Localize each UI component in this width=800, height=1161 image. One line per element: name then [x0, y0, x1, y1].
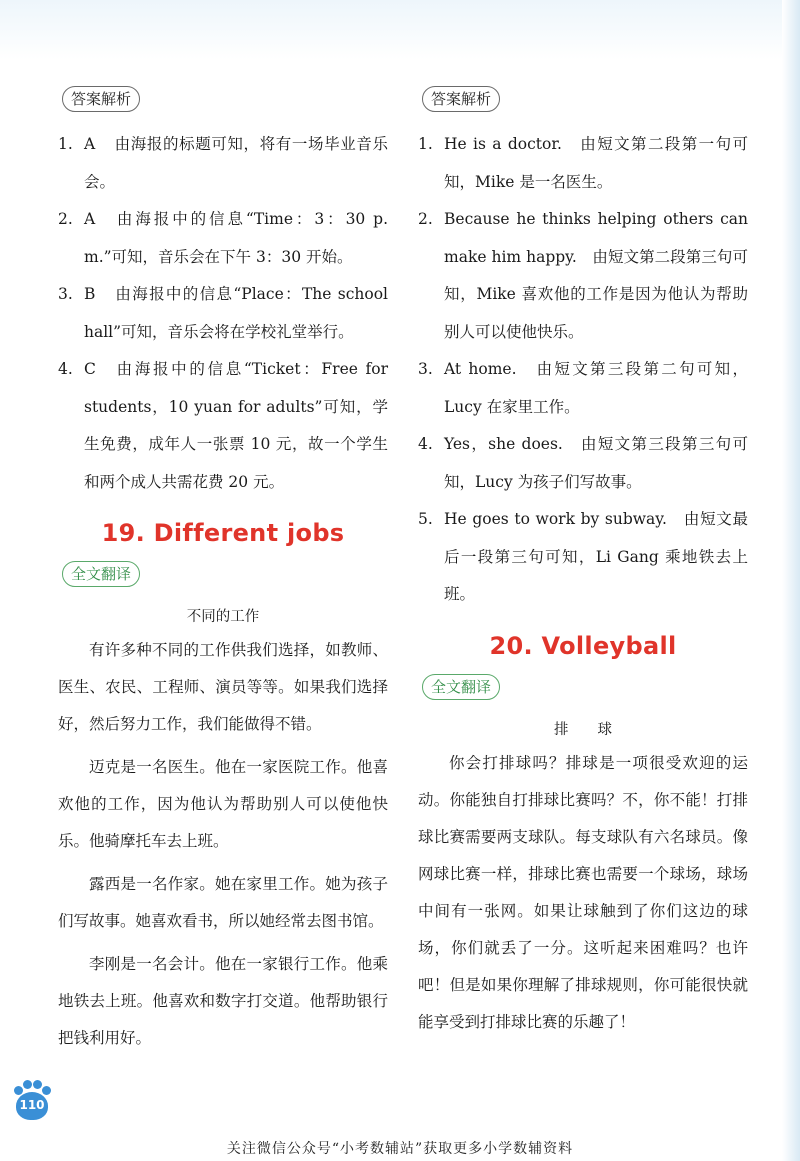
answer-letter: A	[84, 210, 96, 228]
answer-number: 5.	[418, 510, 433, 528]
answer-number: 3.	[58, 285, 73, 303]
section-title: 19. Different jobs	[101, 519, 345, 547]
paw-toe-icon	[23, 1080, 32, 1089]
paw-toe-icon	[33, 1080, 42, 1089]
answer-item	[418, 426, 748, 501]
answer-list	[418, 126, 748, 614]
answer-number: 1.	[58, 135, 73, 153]
answer-item	[418, 501, 748, 614]
answer-number: 4.	[418, 435, 433, 453]
answer-list	[58, 126, 388, 501]
answer-item	[58, 126, 388, 201]
answer-text: 由海报的标题可知，将有一场毕业音乐会。	[84, 135, 388, 191]
answer-text: 由海报中的信息“Time：3：30 p. m.”可知，音乐会在下午 3：30 开始。	[84, 210, 388, 266]
answers-label: 答案解析	[422, 86, 500, 112]
answer-text: Yes，she does. 由短文第三段第三句可知，Lucy 为孩子们写故事。	[444, 435, 748, 491]
paragraph: 迈克是一名医生。他在一家医院工作。他喜欢他的工作，因为他认为帮助别人可以使他快乐。他骑摩托车去上班。	[58, 758, 388, 850]
answer-item	[418, 201, 748, 351]
answer-item	[418, 126, 748, 201]
paragraph: 你会打排球吗？排球是一项很受欢迎的运动。你能独自打排球比赛吗？不，你不能！打排球比赛需要两支球队。每支球队有六名球员。像网球比赛一样，排球比赛也需要一个球场，球场中间有一张网。如果让球触到了你们这边的球场，你们就丢了一分。这听起来困难吗？也许吧！但是如果你理解了排球规则，你可能很快就能享受到打排球比赛的乐趣了！	[418, 753, 748, 1031]
answer-item	[418, 351, 748, 426]
paw-toe-icon	[14, 1086, 23, 1095]
answer-item	[58, 276, 388, 351]
answer-text: He is a doctor. 由短文第二段第一句可知，Mike 是一名医生。	[444, 135, 748, 191]
page-edge	[782, 0, 800, 1161]
answer-text: 由海报中的信息“Ticket：Free for students，10 yuan for adults”可知，学生免费，成年人一张票 10 元，故一个学生和两个成人共需花费 20 元。	[84, 360, 388, 491]
answer-letter: C	[84, 360, 96, 378]
answer-text: 由海报中的信息“Place：The school hall”可知，音乐会将在学校礼堂举行。	[84, 285, 388, 341]
answer-number: 2.	[58, 210, 73, 228]
paragraph: 露西是一名作家。她在家里工作。她为孩子们写故事。她喜欢看书，所以她经常去图书馆。	[58, 875, 388, 930]
paragraph: 有许多种不同的工作供我们选择，如教师、医生、农民、工程师、演员等等。如果我们选择好，然后努力工作，我们能做得不错。	[58, 641, 388, 733]
translation-label: 全文翻译	[62, 561, 140, 587]
translation-label: 全文翻译	[422, 674, 500, 700]
answer-number: 1.	[418, 135, 433, 153]
paw-toe-icon	[42, 1086, 51, 1095]
answer-letter: A	[84, 135, 96, 153]
answer-text: Because he thinks helping others can make him happy. 由短文第二段第三句可知，Mike 喜欢他的工作是因为他认为帮助别人可以使他快乐。	[444, 210, 748, 341]
footer-note: 关注微信公众号“小考数辅站”获取更多小学数辅资料	[226, 1141, 574, 1157]
article-title: 不同的工作	[186, 609, 260, 625]
page-number-badge	[12, 1080, 52, 1124]
answer-text: He goes to work by subway. 由短文最后一段第三句可知，Li Gang 乘地铁去上班。	[444, 510, 748, 603]
answer-number: 4.	[58, 360, 73, 378]
answer-item	[58, 351, 388, 501]
answer-letter: B	[84, 285, 96, 303]
right-column	[418, 86, 748, 1047]
answer-number: 3.	[418, 360, 433, 378]
paragraph: 李刚是一名会计。他在一家银行工作。他乘地铁去上班。他喜欢和数字打交道。他帮助银行把钱利用好。	[58, 955, 388, 1047]
answer-item	[58, 201, 388, 276]
answers-label: 答案解析	[62, 86, 140, 112]
answer-text: At home. 由短文第三段第二句可知，Lucy 在家里工作。	[444, 360, 748, 416]
page-number: 110	[19, 1098, 45, 1112]
article-title: 排 球	[554, 721, 612, 738]
section-title: 20. Volleyball	[489, 631, 677, 660]
answer-number: 2.	[418, 210, 433, 228]
left-column	[58, 86, 388, 1063]
